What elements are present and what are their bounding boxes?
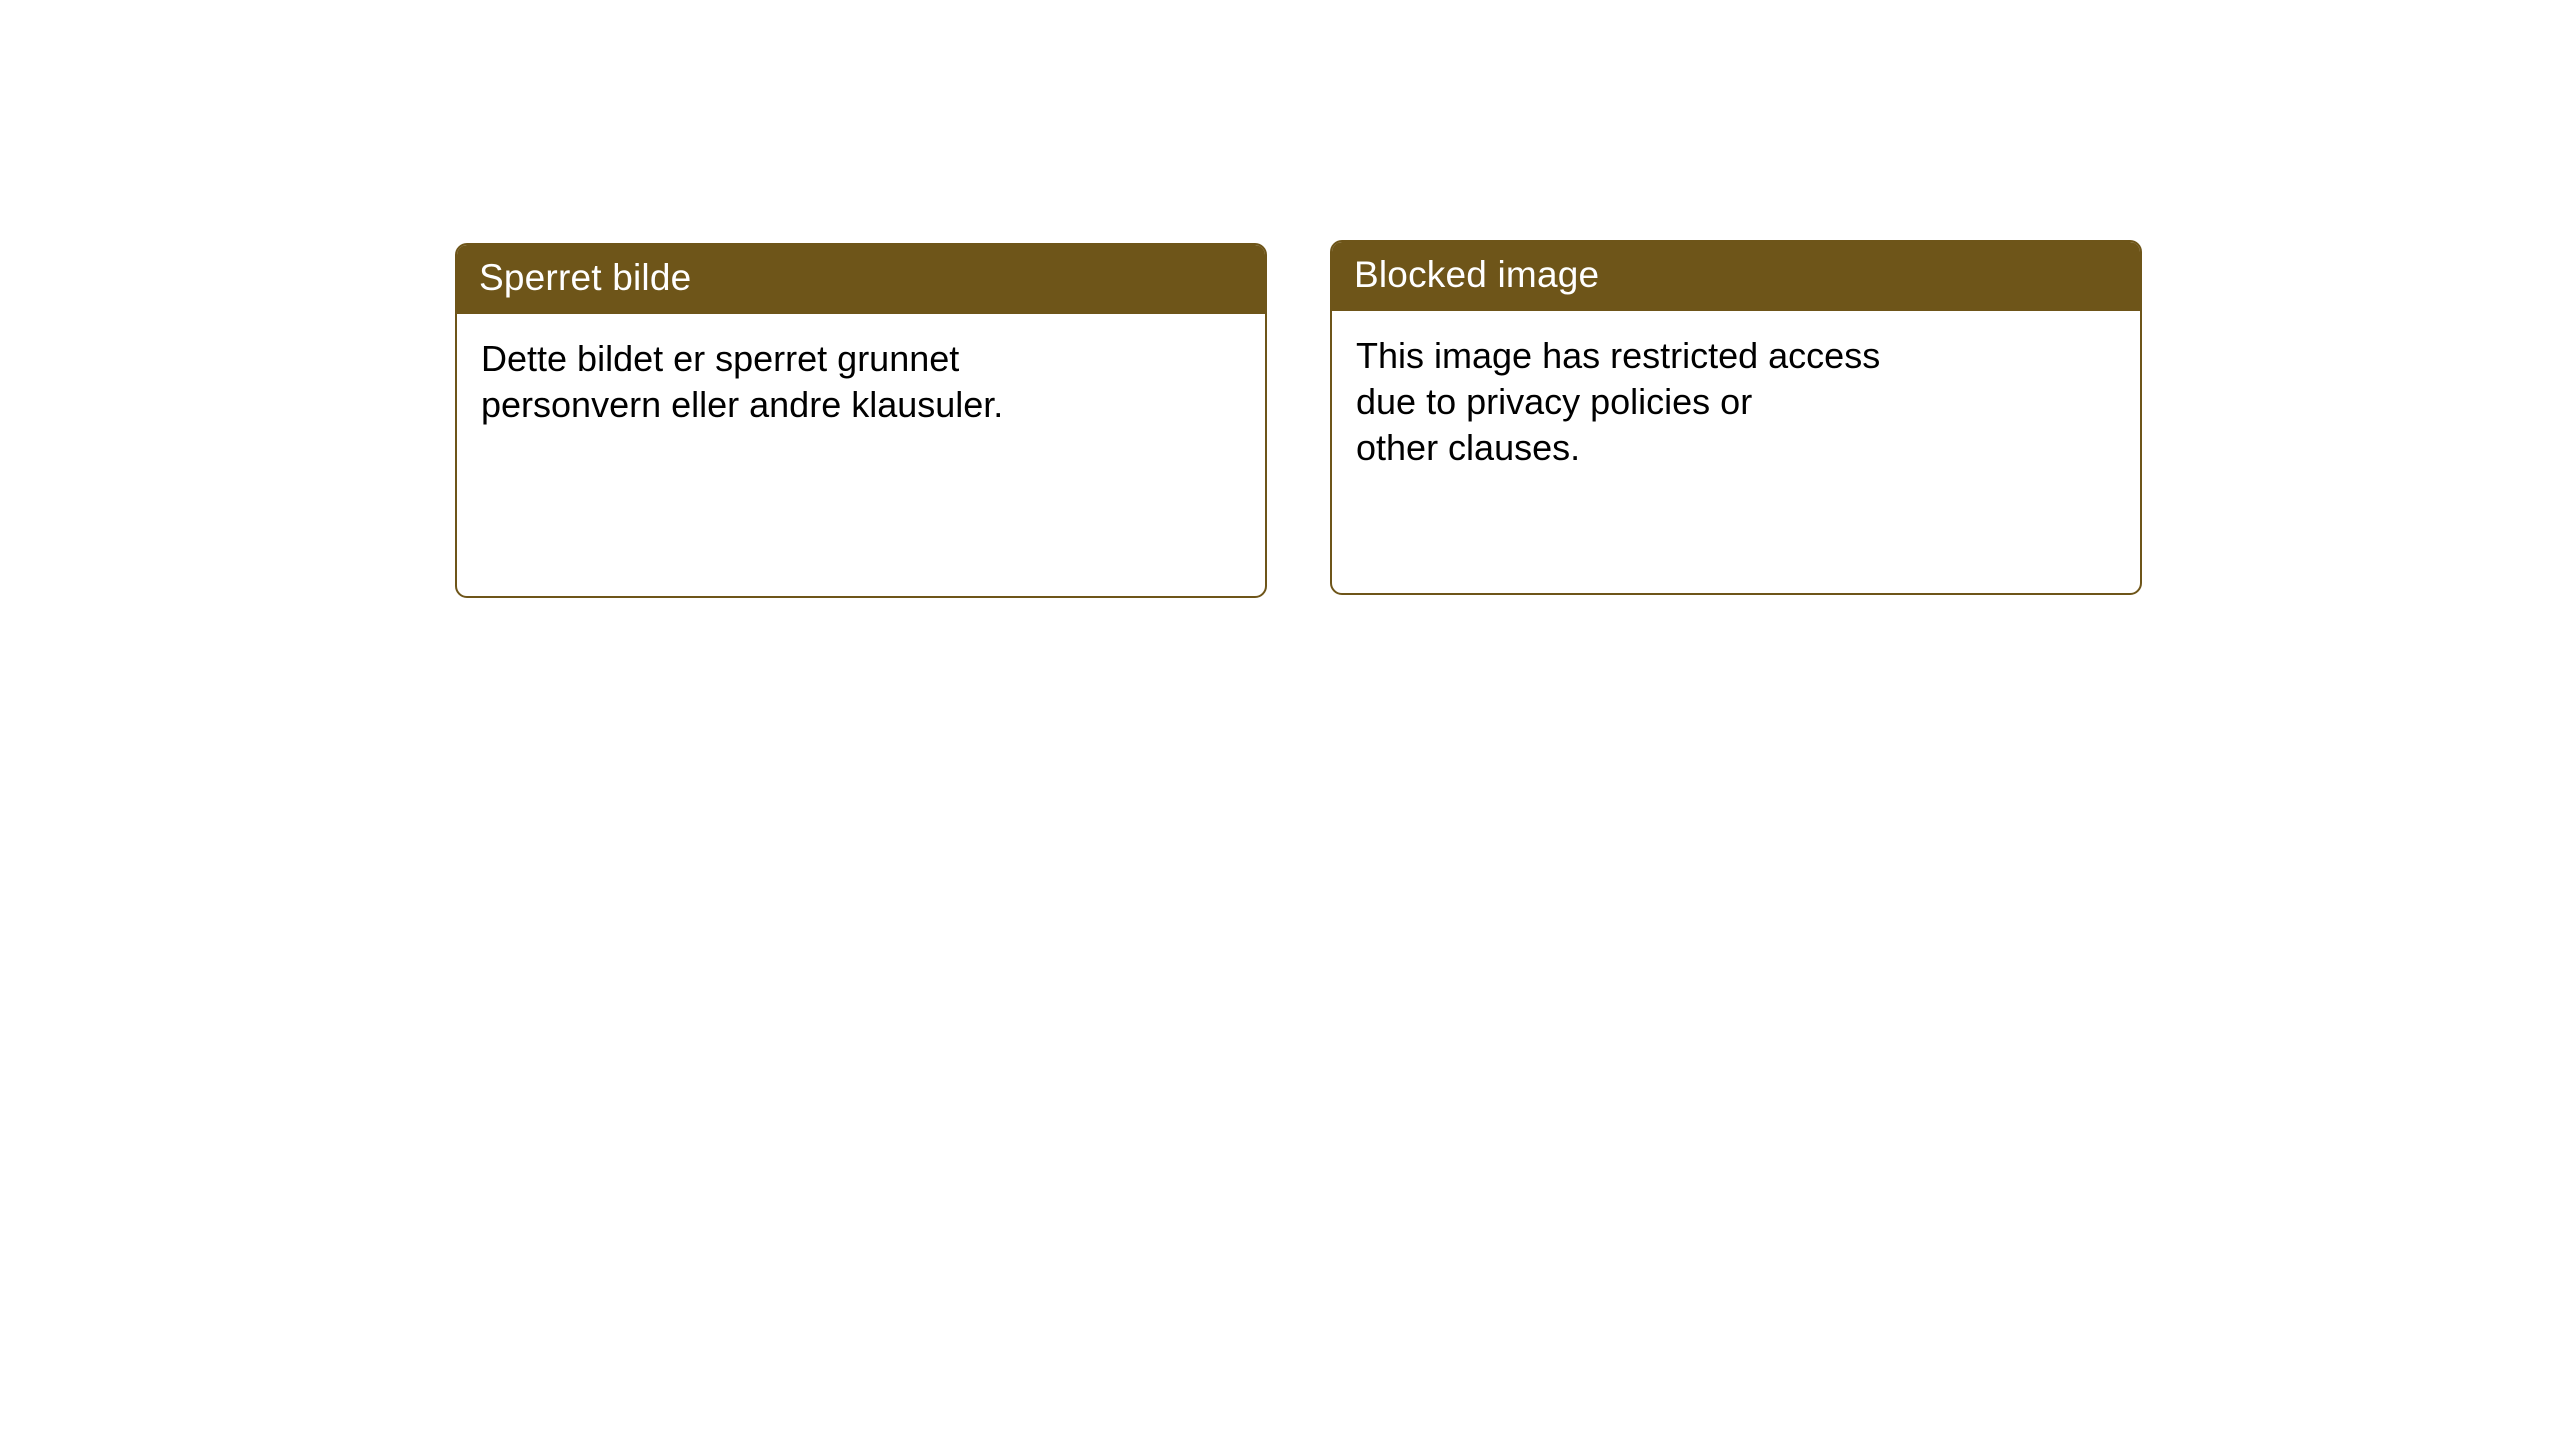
panel-message-line: Dette bildet er sperret grunnet [481,338,960,379]
panel-message-line: other clauses. [1356,427,1581,469]
blocked-image-notice-no [455,243,1267,598]
blocked-image-notice-en [1330,240,2142,595]
panel-message-en [1332,311,2140,593]
panel-message-line: personvern eller andre klausuler. [481,384,1004,426]
panel-message-line: due to privacy policies or [1356,381,1753,423]
panel-message-line: This image has restricted access [1356,335,1881,376]
panel-title-en: Blocked image [1332,242,2140,311]
panel-title-no: Sperret bilde [457,245,1265,314]
panel-message-no [457,314,1265,596]
